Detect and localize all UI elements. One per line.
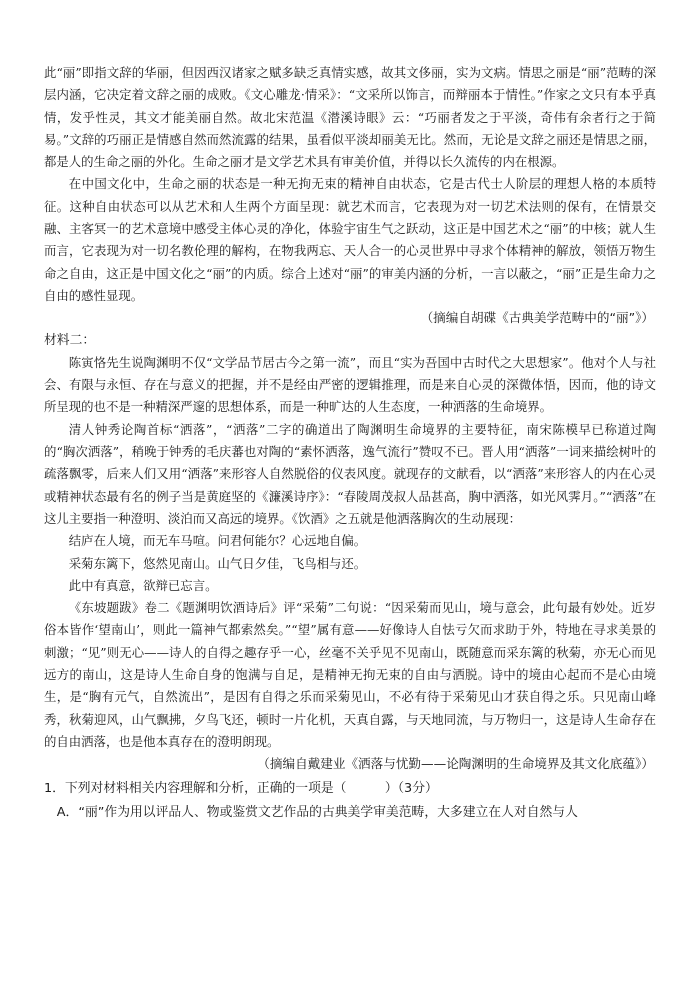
question-1-stem: 1．下列对材料相关内容理解和分析，正确的一项是（ ）（3分） [44,780,438,796]
passage2-paragraph-1: 陈寅恪先生说陶渊明不仅“文学品节居古今之第一流”，而且“实为吾国中古时代之大思想家”。他对个人与社会、有限与永恒、存在与意义的把握，并不是经由严密的逻辑推理，而是来自心灵的深微体悟，因而，他的诗文所呈现的也不是一种精深严邃的思想体系，而是一种旷达的人生态度，一种洒落的生命境界。 [44,354,656,415]
passage1-source: （摘编自胡碟《古典美学范畴中的“丽”》） [420,310,654,326]
question-1-option-a: A．“丽”作为用以评品人、物或鉴赏文艺作品的古典美学审美范畴，大多建立在人对自然与人 [56,804,578,820]
passage1-paragraph-1: 此“丽”即指文辞的华丽，但因西汉诸家之赋多缺乏真情实感，故其文侈丽，实为文病。情思之丽是“丽”范畴的深层内涵，它决定着文辞之丽的成败。《文心雕龙·情采》：“文采所以饰言，而辩丽本于情性。”作家之文只有本乎真情，发乎性灵，其文才能美丽自然。故北宋范温《潜溪诗眼》云：“巧丽者发之于平淡，奇伟有余者行之于简易。”文辞的巧丽正是情感自然而然流露的结果，虽看似平淡却丽美无比。然而，无论是文辞之丽还是情思之丽，都是人的生命之丽的外化。生命之丽才是文学艺术具有审美价值，并得以长久流传的内在根源。 [44,65,656,170]
passage1-paragraph-2: 在中国文化中，生命之丽的状态是一种无拘无束的精神自由状态，它是古代士人阶层的理想人格的本质特征。这种自由状态可以从艺术和人生两个方面呈现：就艺术而言，它表现为对一切艺术法则的保有，在情景交融、主客冥一的艺术意境中感受主体心灵的净化，体验宇宙生气之跃动，这正是中国艺术之“丽”的中核；就人生而言，它表现为对一切名教伦理的解构，在物我两忘、天人合一的心灵世界中寻求个体精神的解放，领悟万物生命之自由，这正是中国文化之“丽”的内质。综合上述对“丽”的审美内涵的分析，一言以蔽之，“丽”正是生命力之自由的感性显现。 [44,176,656,303]
poem-line-3: 此中有真意，欲辩已忘言。 [68,577,218,593]
passage2-source: （摘编自戴建业《洒落与忧勤——论陶渊明的生命境界及其文化底蕴》） [257,756,654,772]
poem-line-2: 采菊东篱下，悠然见南山。山气日夕佳，飞鸟相与还。 [68,555,367,571]
passage2-paragraph-3: 《东坡题跋》卷二《题渊明饮酒诗后》评“采菊”二句说：“因采菊而见山，境与意会，此句最有妙处。近岁俗本皆作‘望南山’，则此一篇神气都索然矣。”“望”属有意——好像诗人自怯亏欠而求助于外，特地在寻求美景的刺激；“见”则无心——诗人的自得之趣存乎一心，丝毫不关乎见不见南山，既随意而采东篱的秋菊，亦无心而见远方的南山，这是诗人生命自身的饱满与自足，是精神无拘无束的自由与洒脱。诗中的境由心起而不是心由境生，是“胸有元气，自然流出”，是因有自得之乐而采菊见山，不必有待于采菊见山才获自得之乐。只见南山峰秀，秋菊迎风，山气飘拂，夕鸟飞还，顿时一片化机，天真自露，与天地同流，与万物归一，这是诗人生命存在的自由洒落，也是他本真存在的澄明朗现。 [44,600,656,749]
passage2-paragraph-2: 清人钟秀论陶首标“洒落”，“洒落”二字的确道出了陶渊明生命境界的主要特征，南宋陈模早已称道过陶的“胸次洒落”，稍晚于钟秀的毛庆蕃也对陶的“素怀洒落，逸气流行”赞叹不已。晋人用“洒落”一词来描绘树叶的疏落飘零，后来人们又用“洒落”来形容人自然脱俗的仪表风度。就现存的文献看，以“洒落”来形容人的内在心灵或精神状态最有名的例子当是黄庭坚的《濂溪诗序》：“春陵周茂叔人品甚高，胸中洒落，如光风霁月。”“洒落”在这儿主要指一种澄明、淡泊而又高远的境界。《饮酒》之五就是他洒落胸次的生动展现： [44,421,656,526]
document-page [44,62,656,824]
passage2-label: 材料二： [44,332,96,348]
poem-line-1: 结庐在人境，而无车马喧。问君何能尔？心远地自偏。 [68,533,367,549]
